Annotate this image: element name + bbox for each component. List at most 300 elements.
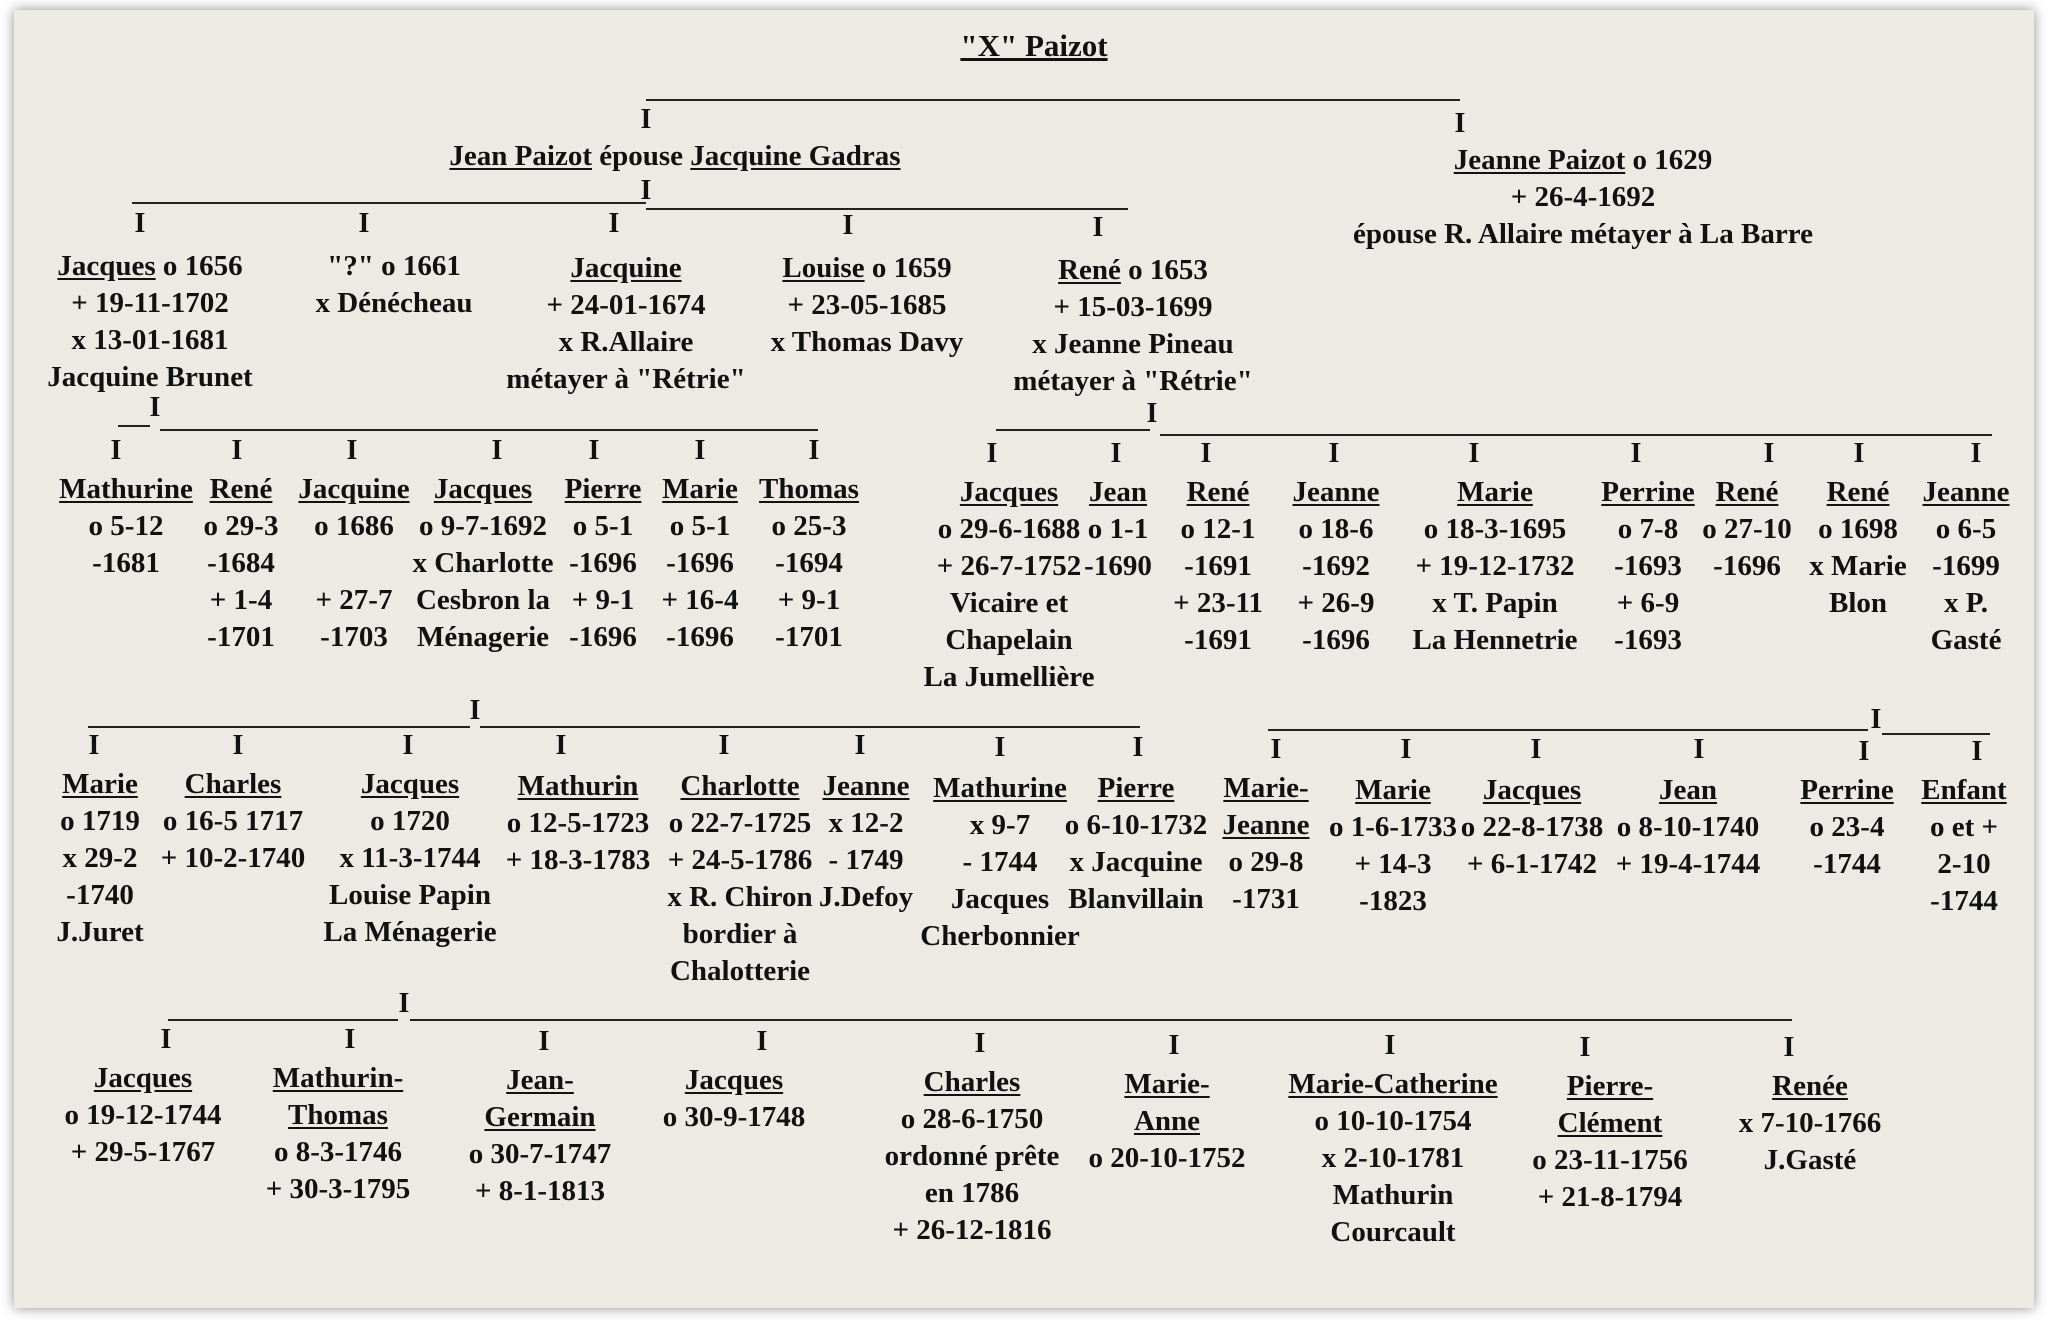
person-name: Jeanne Paizot [1453, 144, 1626, 176]
person-line [161, 840, 306, 877]
person-line [469, 1136, 612, 1173]
person-detail: + 21-8-1794 [1537, 1181, 1683, 1213]
person-line [1088, 1140, 1245, 1177]
person-detail: épouse R. Allaire métayer à La Barre [1353, 218, 1813, 250]
person-jacques-1738 [1461, 772, 1604, 883]
person-perrine-1744 [1800, 772, 1893, 883]
person-line [266, 1097, 411, 1134]
person-jean-germain-1747 [469, 1062, 612, 1210]
person-line [923, 548, 1094, 585]
person-line [1532, 1179, 1687, 1216]
branch-marker: I [694, 435, 706, 466]
person-line [1293, 585, 1380, 622]
person-line [506, 250, 745, 287]
person-jean-1690 [1084, 474, 1152, 585]
person-line [759, 471, 859, 508]
person-line [1084, 511, 1152, 548]
person-name: Jeanne [1222, 809, 1310, 841]
branch-marker: I [1168, 1030, 1180, 1061]
person-detail: + 27-7 [315, 584, 393, 616]
person-line [1921, 772, 2006, 809]
person-line [1013, 363, 1252, 400]
person-line [759, 545, 859, 582]
branch-marker: I [110, 435, 122, 466]
person-line [1288, 1177, 1497, 1214]
person-detail: o 1-1 [1087, 513, 1149, 545]
person-name: Jacques [360, 768, 460, 800]
person-detail: o 20-10-1752 [1088, 1142, 1246, 1174]
person-line [1532, 1068, 1687, 1105]
person-detail: x Marie [1809, 550, 1907, 582]
person-line [47, 322, 252, 359]
person-name: Perrine [1800, 774, 1894, 806]
person-name: Jean Paizot [449, 140, 592, 172]
person-line [1084, 474, 1152, 511]
person-detail: o 29-8 [1228, 846, 1304, 878]
branch-marker: I [469, 695, 481, 726]
person-line [1923, 585, 2010, 622]
person-line [1532, 1105, 1687, 1142]
branch-marker: I [232, 730, 244, 761]
person-name: Charles [184, 768, 282, 800]
person-detail: x 11-3-1744 [339, 842, 481, 874]
person-detail: + 23-11 [1173, 587, 1263, 619]
person-line [1412, 622, 1577, 659]
person-detail: 2-10 [1937, 848, 1991, 880]
person-detail: o 6-10-1732 [1064, 809, 1208, 841]
branch-marker: I [1853, 438, 1865, 469]
person-detail: + 29-5-1767 [70, 1136, 216, 1168]
branch-marker: I [160, 1024, 172, 1055]
person-line [885, 1064, 1060, 1101]
branch-marker: I [1783, 1032, 1795, 1063]
person-detail: métayer à "Rétrie" [506, 363, 746, 395]
person-line [323, 840, 496, 877]
branch-marker: I [1870, 704, 1882, 735]
person-detail: + 23-05-1685 [787, 289, 947, 321]
person-line [59, 545, 193, 582]
person-detail: + 30-3-1795 [265, 1173, 411, 1205]
person-detail: o 30-9-1748 [662, 1101, 806, 1133]
person-jacquine-1686 [298, 471, 409, 656]
person-line [47, 248, 252, 285]
person-line [565, 582, 642, 619]
person-name: Renée [1772, 1070, 1848, 1102]
person-marie-1695 [1412, 474, 1577, 659]
person-name: Mathurine [59, 473, 193, 505]
person-name: René [1826, 476, 1890, 508]
person-line [1616, 846, 1761, 883]
person-line [923, 622, 1094, 659]
person-line [298, 582, 409, 619]
person-detail: -1731 [1232, 883, 1300, 915]
person-mathurine-1681 [59, 471, 193, 582]
person-line [59, 508, 193, 545]
person-detail: + 26-12-1816 [892, 1214, 1052, 1246]
person-line [1329, 846, 1457, 883]
branch-marker: I [1110, 438, 1122, 469]
person-detail: Cherbonnier [920, 920, 1080, 952]
person-line [56, 877, 143, 914]
person-line [771, 324, 964, 361]
person-detail: x 2-10-1781 [1321, 1142, 1465, 1174]
person-detail: + 6-9 [1616, 587, 1680, 619]
person-jacques-1656 [47, 248, 252, 396]
person-marie-jeanne-1731 [1223, 770, 1310, 918]
person-detail: o 1629 [1625, 144, 1713, 176]
person-line [64, 1097, 221, 1134]
person-charles-1750 [885, 1064, 1060, 1249]
person-detail: + 24-01-1674 [546, 289, 706, 321]
person-detail: La Ménagerie [323, 916, 497, 948]
person-jeanne-1692 [1293, 474, 1380, 659]
person-line [1173, 511, 1263, 548]
person-line [1288, 1140, 1497, 1177]
person-line [1601, 622, 1694, 659]
person-line [413, 619, 554, 656]
person-detail: Blanvillain [1068, 883, 1204, 915]
person-detail: x 12-2 [828, 807, 904, 839]
branch-marker: I [1328, 438, 1340, 469]
person-mathurin-1723 [506, 768, 651, 879]
branch-marker: I [718, 730, 730, 761]
person-line [64, 1060, 221, 1097]
person-line [56, 840, 143, 877]
person-line [506, 805, 651, 842]
person-line [1288, 1066, 1497, 1103]
person-line [298, 471, 409, 508]
person-line [298, 545, 409, 582]
person-line [1088, 1066, 1245, 1103]
person-line [1702, 548, 1791, 585]
person-line [161, 803, 306, 840]
person-line [506, 842, 651, 879]
person-line [565, 508, 642, 545]
person-detail: + 9-1 [777, 584, 841, 616]
person-line [819, 805, 913, 842]
person-detail: + 1-4 [209, 584, 273, 616]
person-line [920, 918, 1080, 955]
person-line [885, 1138, 1060, 1175]
person-line [413, 471, 554, 508]
person-detail: + 15-03-1699 [1053, 291, 1213, 323]
person-line [1065, 844, 1208, 881]
person-mathurine-1744 [920, 770, 1080, 955]
person-line [565, 471, 642, 508]
person-detail: -1701 [775, 621, 843, 653]
person-line [667, 916, 812, 953]
person-line [923, 474, 1094, 511]
person-line [413, 545, 554, 582]
person-detail: + 26-9 [1297, 587, 1375, 619]
person-detail: x R. Chiron [667, 881, 813, 913]
branch-marker: I [402, 730, 414, 761]
person-line [667, 805, 812, 842]
person-line [1329, 772, 1457, 809]
branch-marker: I [491, 435, 503, 466]
branch-marker: I [1270, 734, 1282, 765]
person-name: Mathurin [517, 770, 639, 802]
person-pierre-clement-1756 [1532, 1068, 1687, 1216]
person-line [1293, 548, 1380, 585]
person-line [1532, 1142, 1687, 1179]
person-line [266, 1060, 411, 1097]
person-line [1412, 511, 1577, 548]
person-name: Marie [62, 768, 138, 800]
branch-marker: I [1468, 438, 1480, 469]
person-line [1461, 846, 1604, 883]
person-detail: + 14-3 [1354, 848, 1432, 880]
person-name: Perrine [1601, 476, 1695, 508]
person-jean-1740 [1616, 772, 1761, 883]
person-line [667, 842, 812, 879]
person-name: Mathurin- [272, 1062, 404, 1094]
person-detail: -1823 [1359, 885, 1427, 917]
person-detail: o 1653 [1120, 254, 1208, 286]
person-line [1461, 772, 1604, 809]
person-name: Jean [1659, 774, 1717, 806]
person-line [1800, 809, 1893, 846]
person-detail: o 27-10 [1702, 513, 1792, 545]
person-line [923, 585, 1094, 622]
branch-marker: I [808, 435, 820, 466]
person-name: Marie-Catherine [1288, 1068, 1498, 1100]
person-line [1809, 474, 1906, 511]
person-detail: x Charlotte [412, 547, 554, 579]
person-line [1800, 846, 1893, 883]
person-name: Charles [923, 1066, 1021, 1098]
person-line [1293, 474, 1380, 511]
branch-marker: I [1530, 734, 1542, 765]
branch-marker: I [1579, 1032, 1591, 1063]
person-line [663, 1099, 806, 1136]
branch-marker: I [1454, 108, 1466, 139]
person-detail: o 18-3-1695 [1423, 513, 1567, 545]
person-line [266, 1134, 411, 1171]
person-detail: o 8-10-1740 [1616, 811, 1760, 843]
person-name: René [1186, 476, 1250, 508]
person-line [1013, 289, 1252, 326]
person-detail: + 10-2-1740 [160, 842, 306, 874]
person-detail: o 29-6-1688 [937, 513, 1081, 545]
person-unknown-1661 [315, 248, 472, 322]
person-line [56, 914, 143, 951]
person-detail: bordier à [682, 918, 798, 950]
person-detail: + 19-12-1732 [1415, 550, 1575, 582]
person-detail: -1696 [569, 547, 637, 579]
person-detail: Louise Papin [329, 879, 491, 911]
person-line [1601, 585, 1694, 622]
person-line [1013, 326, 1252, 363]
person-name: Jacques [684, 1064, 784, 1096]
person-line [565, 619, 642, 656]
person-name: Jacques [93, 1062, 193, 1094]
person-line [1065, 770, 1208, 807]
person-line [923, 511, 1094, 548]
person-line [506, 361, 745, 398]
person-line [161, 766, 306, 803]
person-detail: -1744 [1930, 885, 1998, 917]
person-line [1329, 809, 1457, 846]
person-line [315, 248, 472, 285]
person-line [323, 914, 496, 951]
person-detail: o 5-1 [669, 510, 731, 542]
person-name: Jacques [959, 476, 1059, 508]
person-detail: o 9-7-1692 [418, 510, 548, 542]
person-line [204, 582, 279, 619]
person-line [1739, 1068, 1882, 1105]
person-line [667, 768, 812, 805]
person-name: Marie- [1124, 1068, 1210, 1100]
person-detail: o 10-10-1754 [1314, 1105, 1472, 1137]
branch-marker: I [346, 435, 358, 466]
branch-marker: I [640, 104, 652, 135]
branch-marker: I [88, 730, 100, 761]
person-detail: -1701 [207, 621, 275, 653]
person-detail: Ménagerie [416, 621, 550, 653]
person-line [315, 285, 472, 322]
person-line [1293, 511, 1380, 548]
person-line [667, 879, 812, 916]
person-line [506, 324, 745, 361]
person-name: Thomas [759, 473, 859, 505]
branch-marker: I [842, 210, 854, 241]
person-line [413, 508, 554, 545]
person-line [885, 1101, 1060, 1138]
person-detail: o 5-1 [572, 510, 634, 542]
person-detail: métayer à "Rétrie" [1013, 365, 1253, 397]
person-detail: o 25-3 [771, 510, 847, 542]
person-detail: o 7-8 [1617, 513, 1679, 545]
person-line [771, 287, 964, 324]
person-line [1288, 1214, 1497, 1251]
branch-marker: I [538, 1026, 550, 1057]
branch-marker: I [1384, 1030, 1396, 1061]
person-detail: o 22-7-1725 [668, 807, 812, 839]
person-name: Jacques [57, 250, 156, 282]
person-line [1923, 511, 2010, 548]
branch-marker: I [994, 732, 1006, 763]
person-detail: o 1659 [864, 252, 952, 284]
person-name: Thomas [288, 1099, 388, 1131]
person-jeanne-1749 [819, 768, 913, 916]
person-detail: -1744 [1813, 848, 1881, 880]
person-detail: -1691 [1184, 624, 1252, 656]
branch-marker: I [986, 438, 998, 469]
person-detail: + 16-4 [661, 584, 739, 616]
person-name: Jacquine Gadras [690, 140, 901, 172]
person-line [204, 508, 279, 545]
person-line [885, 1212, 1060, 1249]
person-name: Enfant [1921, 774, 2007, 806]
person-line [662, 582, 739, 619]
person-detail: + 9-1 [571, 584, 635, 616]
person-detail: J.Juret [56, 916, 144, 948]
person-detail: -1694 [775, 547, 843, 579]
person-rene-1653 [1013, 252, 1252, 400]
person-detail: - 1749 [828, 844, 904, 876]
person-line [662, 471, 739, 508]
person-line [667, 953, 812, 990]
person-rene-1684 [204, 471, 279, 656]
person-detail: Cesbron la [415, 584, 550, 616]
branch-marker: I [555, 730, 567, 761]
person-line [1601, 474, 1694, 511]
person-detail: Vicaire et [949, 587, 1069, 619]
person-detail: x 13-01-1681 [71, 324, 229, 356]
person-line [1412, 585, 1577, 622]
person-marie-1696 [662, 471, 739, 656]
person-detail: + 8-1-1813 [474, 1175, 606, 1207]
person-detail: Courcault [1330, 1216, 1456, 1248]
person-detail: ordonné prête [884, 1140, 1060, 1172]
person-detail: -1691 [1184, 550, 1252, 582]
person-line [1616, 772, 1761, 809]
person-enfant-1744 [1921, 772, 2006, 920]
person-line [1084, 548, 1152, 585]
branch-marker: I [398, 988, 410, 1019]
person-line [565, 545, 642, 582]
person-line [759, 508, 859, 545]
person-line [1809, 548, 1906, 585]
person-line [59, 471, 193, 508]
person-detail: -1692 [1302, 550, 1370, 582]
person-detail: -1681 [92, 547, 160, 579]
person-jacques-1744 [64, 1060, 221, 1171]
person-name: Jeanne [1292, 476, 1380, 508]
person-line [47, 285, 252, 322]
person-detail: -1696 [1713, 550, 1781, 582]
person-line [469, 1173, 612, 1210]
person-name: Pierre [564, 473, 642, 505]
person-perrine-1693 [1601, 474, 1694, 659]
person-line [1921, 809, 2006, 846]
person-name: Marie [1355, 774, 1431, 806]
person-line [1412, 474, 1577, 511]
person-line [1288, 1103, 1497, 1140]
person-name: Marie- [1223, 772, 1309, 804]
person-line [1223, 807, 1310, 844]
person-line [1353, 179, 1813, 216]
person-detail: x 29-2 [62, 842, 138, 874]
person-line [920, 770, 1080, 807]
person-line [1173, 622, 1263, 659]
person-line [204, 619, 279, 656]
person-line [1809, 585, 1906, 622]
person-name: Pierre- [1566, 1070, 1654, 1102]
person-detail: x Dénécheau [315, 287, 473, 319]
person-detail: o 1719 [60, 805, 140, 837]
person-detail: -1693 [1614, 624, 1682, 656]
person-detail: épouse [591, 140, 691, 172]
person-detail: o 1-6-1733 [1328, 811, 1458, 843]
person-jacques-1720 [323, 766, 496, 951]
branch-marker: I [1200, 438, 1212, 469]
branch-marker: I [1132, 732, 1144, 763]
person-line [663, 1062, 806, 1099]
person-detail: + 19-11-1702 [71, 287, 229, 319]
person-name: Louise [782, 252, 865, 284]
person-rene-1698 [1809, 474, 1906, 622]
person-detail: o 8-3-1746 [273, 1136, 403, 1168]
person-louise-1659 [771, 250, 964, 361]
person-detail: -1693 [1614, 550, 1682, 582]
branch-marker: I [1630, 438, 1642, 469]
person-detail: -1696 [666, 621, 734, 653]
person-name: Jacquine [298, 473, 410, 505]
person-pierre-1732 [1065, 770, 1208, 918]
person-detail: o 28-6-1750 [900, 1103, 1044, 1135]
